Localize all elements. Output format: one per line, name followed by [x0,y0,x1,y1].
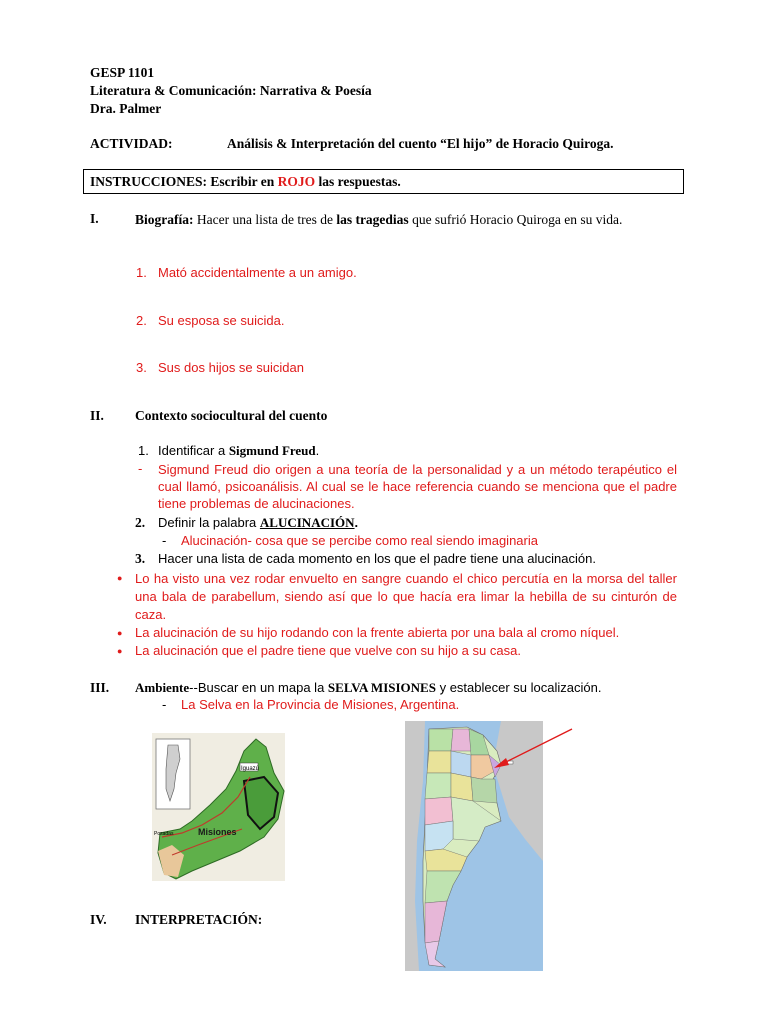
misiones-label: Misiones [198,827,237,837]
section3-answer: La Selva en la Provincia de Misiones, Argentina. [181,697,460,712]
definition-answer: Alucinación- cosa que se percibe como real siendo imaginaria [181,533,538,548]
section2-item1-text: Identificar a [158,443,226,458]
section2-item3-text: Hacer una lista de cada momento en los que el padre tiene una alucinación. [158,551,596,566]
section2-item2-text: Definir la palabra [158,515,257,530]
section1-answer-num-3: 3. [136,360,147,375]
province-shape [451,729,471,751]
bullet-dot: ● [117,646,123,656]
province-shape [425,797,453,825]
section4-numeral: IV. [90,912,107,927]
section1-answer-num-1: 1. [136,265,147,280]
province-shape [429,729,453,751]
professor-name: Dra. Palmer [90,101,162,116]
activity-label: ACTIVIDAD: [90,136,173,151]
section2-item3-num: 3. [135,551,146,566]
section4-heading: INTERPRETACIÓN: [135,912,263,927]
section3-numeral: III. [90,680,110,695]
section3-dash: - [162,697,167,712]
section2-item1-end: . [315,443,320,458]
section1-text-a: Hacer una lista de tres de [196,212,333,227]
province-shape [427,751,451,773]
section2-item1 [158,443,319,459]
section1-numeral: I. [90,211,99,226]
iguazu-label: Iguazú [241,766,260,772]
section1-answer-num-2: 2. [136,313,147,328]
bullet-dot: ● [117,573,123,583]
section2-item2-num: 2. [135,515,146,530]
hallucination-item-2: La alucinación de su hijo rodando con la frente abierta por una bala al cromo níquel. [135,625,620,640]
section2-heading: Contexto sociocultural del cuento [135,408,328,423]
course-subject: Literatura & Comunicación: Narrativa & Poesía [90,83,372,98]
red-arrow-annotation [490,726,576,770]
freud-answer: Sigmund Freud dio origen a una teoría de la personalidad y a un método terapéutico el cual llamó, psicoanálisis. Al cual se le hace referencia cuando se menciona que el padre tiene problemas de alucinaciones. [158,462,677,511]
section1-answer-1: Mató accidentalmente a un amigo. [158,265,357,280]
section2-item2-bold: ALUCINACIÓN [259,515,355,530]
section2-item2 [158,515,358,531]
section1-text-c: que sufrió Horacio Quiroga en su vida. [412,212,623,227]
section2-item1-bold: Sigmund Freud [228,443,316,458]
section2-item2-end: . [354,515,359,530]
section1-text-b: las tragedias [336,212,409,227]
province-shape [451,773,473,801]
province-shape [425,773,451,799]
section2-item1-num: 1. [138,443,149,458]
activity-title: Análisis & Interpretación del cuento “El hijo” de Horacio Quiroga. [227,136,614,151]
province-shape [471,777,497,803]
section1-heading: Biografía: [135,212,194,227]
arrow-line [502,729,572,764]
course-code: GESP 1101 [90,65,155,80]
province-shape [451,751,471,777]
section3-text-b: SELVA MISIONES [327,680,436,695]
hallucination-item-1: Lo ha visto una vez rodar envuelto en sangre cuando el chico percutía en la morsa del taller una bala de parabellum, siendo así que lo que hacía era limar la hebilla de su cinturón de caza. [135,571,677,622]
section2-numeral: II. [90,408,104,423]
bullet-dot: ● [117,628,123,638]
arrow-head [494,758,509,768]
section3-prompt [135,680,601,696]
section1-prompt [135,211,677,229]
section1-answer-2: Su esposa se suicida. [158,313,285,328]
definition-dash: - [162,533,167,548]
instructions-prefix: INSTRUCCIONES: Escribir en [90,174,275,189]
freud-dash: - [138,461,143,476]
hallucination-item-3: La alucinación que el padre tiene que vuelve con su hijo a su casa. [135,643,521,658]
section3-text-a: --Buscar en un mapa la [189,680,325,695]
posadas-label: Posadas [154,831,174,837]
instructions-suffix: las respuestas. [318,174,401,189]
misiones-province-map [152,733,285,881]
section3-text-c: y establecer su localización. [439,680,602,695]
section1-answer-3: Sus dos hijos se suicidan [158,360,304,375]
instructions-highlight: ROJO [277,174,316,189]
section3-heading: Ambiente [135,680,190,695]
instructions-text [90,174,401,190]
